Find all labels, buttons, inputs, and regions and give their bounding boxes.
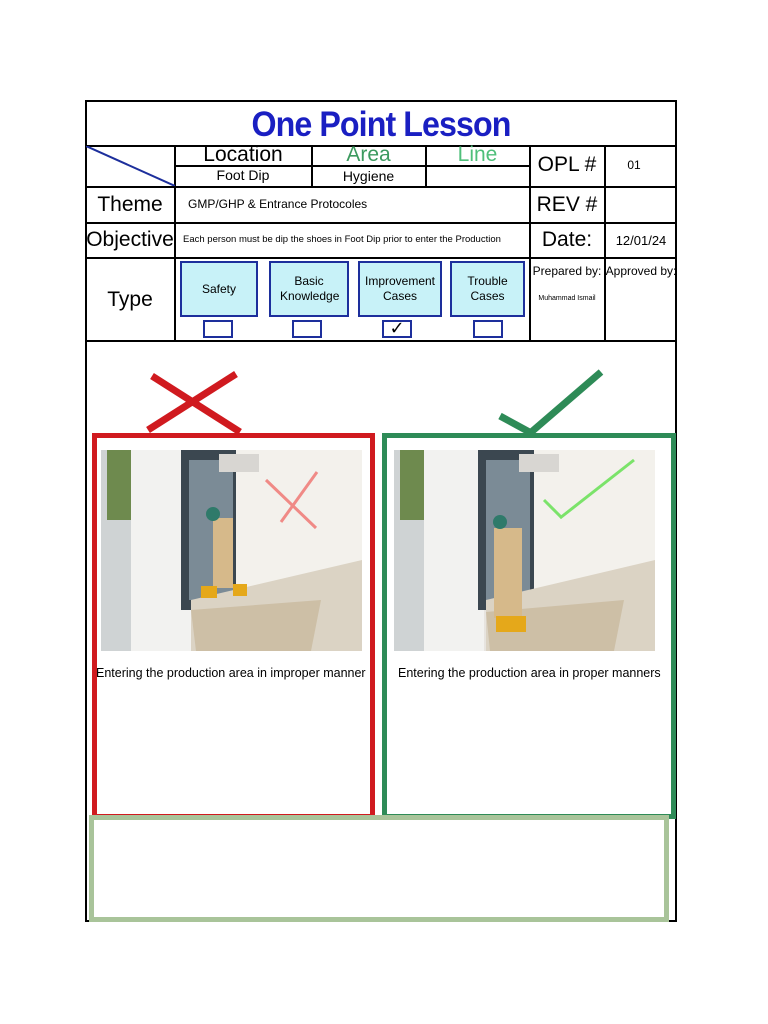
checkbox-safety[interactable] xyxy=(203,320,233,338)
proper-caption: Entering the production area in proper manners xyxy=(398,666,661,680)
proper-photo xyxy=(394,450,655,651)
prepared-by-value: Muhammad Ismail xyxy=(538,295,596,302)
check-mark-icon xyxy=(495,368,610,436)
location-value: Foot Dip xyxy=(216,167,270,183)
improper-photo xyxy=(101,450,362,651)
checkbox-basic-knowledge[interactable] xyxy=(292,320,322,338)
improper-caption: Entering the production area in improper manner xyxy=(96,666,366,680)
checkbox-improvement-cases[interactable] xyxy=(382,320,412,338)
objective-label: Objective xyxy=(86,228,174,251)
checkbox-trouble-cases[interactable] xyxy=(473,320,503,338)
type-option-basic-knowledge: Basic Knowledge xyxy=(269,261,349,317)
line-label: Line xyxy=(457,143,498,166)
notes-box xyxy=(89,815,669,922)
opl-value: 01 xyxy=(627,158,641,172)
diagonal-slash xyxy=(86,146,175,186)
prepared-by-label: Prepared by: xyxy=(532,264,602,278)
type-option-safety: Safety xyxy=(180,261,258,317)
area-label: Area xyxy=(346,143,391,166)
page-title: One Point Lesson xyxy=(251,105,511,144)
check-icon: ✓ xyxy=(389,318,405,338)
rev-label: REV # xyxy=(536,193,598,216)
theme-label: Theme xyxy=(97,193,163,216)
date-label: Date: xyxy=(541,228,593,251)
type-label: Type xyxy=(107,288,153,311)
objective-value: Each person must be dip the shoes in Foot Dip prior to enter the Production xyxy=(183,234,501,245)
approved-by-label: Approved by: xyxy=(605,264,677,278)
type-option-trouble-cases: Trouble Cases xyxy=(450,261,525,317)
type-option-improvement-cases: Improvement Cases xyxy=(358,261,442,317)
opl-label: OPL # xyxy=(537,153,597,176)
cross-mark-icon xyxy=(140,370,250,436)
date-value: 12/01/24 xyxy=(615,233,667,248)
theme-value: GMP/GHP & Entrance Protocoles xyxy=(188,197,368,211)
area-value: Hygiene xyxy=(342,168,395,184)
location-label: Location xyxy=(203,143,283,166)
